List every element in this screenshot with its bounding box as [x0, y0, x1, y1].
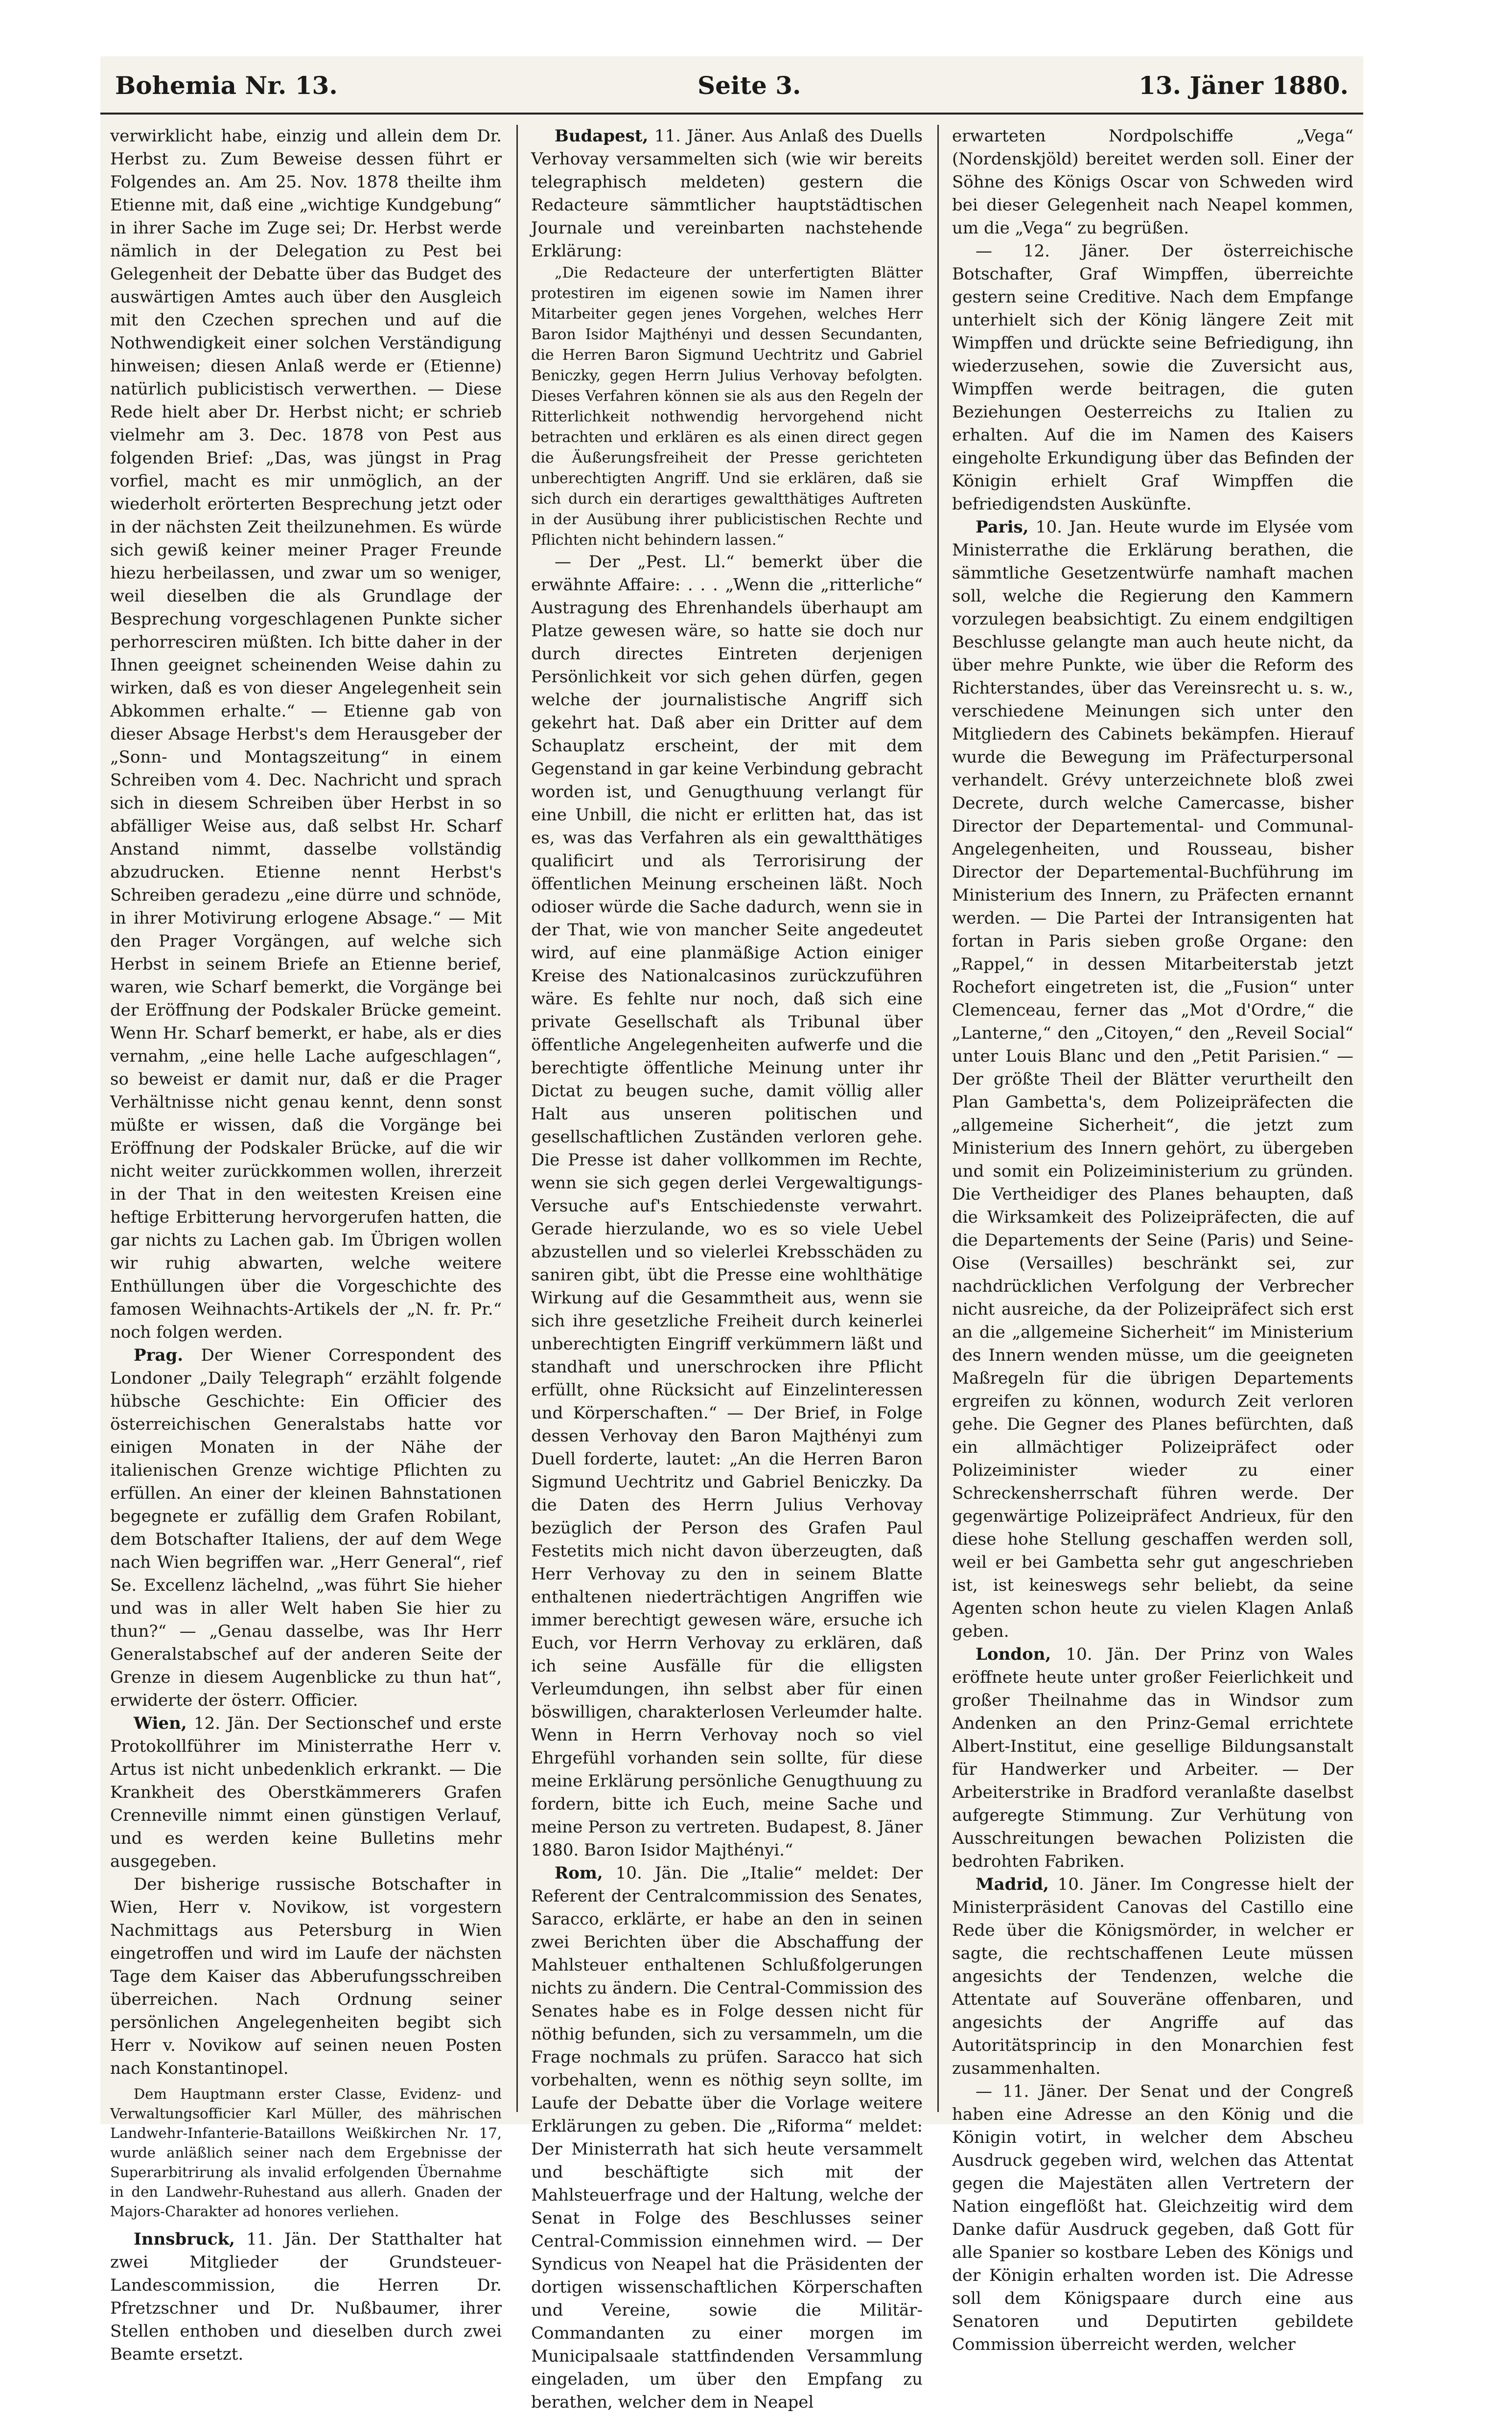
- paragraph-text: 10. Jän. Die „Italie“ meldet: Der Referent der Centralcommission des Senates, Saracco, erklärte, er habe an den in seinen zwei Berichten über die Abschaffung der Mahlsteuer enthaltenen Schlußfolgerungen nichts zu ändern. Die Central-Commission des Senates habe es in Folge dessen nicht für nöthig befunden, sich zu versammeln, um die Frage nochmals zu prüfen. Saracco hat sich vorbehalten, wenn es nöthig seyn sollte, im Laufe der Debatte über die Vorlage weitere Erklärungen zu geben. Die „Riforma“ meldet: Der Ministerrath hat sich heute versammelt und beschäftigte sich mit der Mahlsteuerfrage und der Haltung, welche der Senat in Folge des Beschlusses seiner Central-Commission einnehmen wird. — Der Syndicus von Neapel hat die Präsidenten der dortigen wissenschaftlichen Körperschaften und Vereine, sowie die Militär-Commandanten zu einer morgen im Municipalsaale stattfindenden Versammlung eingeladen, um über den Empfang zu berathen, welcher dem in Neapel: [531, 1863, 923, 2412]
- article-paragraph: [110, 1873, 502, 2080]
- dateline-place: Paris,: [976, 517, 1029, 537]
- header-masthead: Bohemia Nr. 13.: [115, 71, 338, 100]
- dateline-place: Madrid,: [976, 1875, 1049, 1894]
- paragraph-text: — 11. Jäner. Der Senat und der Congreß haben eine Adresse an den König und die Königin votirt, in welcher dem Abscheu Ausdruck gegeben wird, welchen das Attentat gegen die Majestäten allen Vertretern der Nation eingeflößt hat. Gleichzeitig wird dem Danke dafür Ausdruck gegeben, daß Gott für alle Spanier so kostbare Leben des Königs und der Königin erhalten worden ist. Die Adresse soll dem Königspaare durch eine aus Senatoren und Deputirten gebildete Commission überreicht werden, welcher: [952, 2082, 1353, 2354]
- article-paragraph: [952, 125, 1353, 240]
- dateline-place: Innsbruck,: [134, 2229, 235, 2249]
- dateline-place: Rom,: [555, 1863, 603, 1883]
- paragraph-text: „Die Redacteure der unterfertigten Blätter protestiren im eigenen sowie im Namen ihrer Mitarbeiter gegen jenes Vorgehen, welches Herr Baron Isidor Majthényi und dessen Secundanten, die Herren Baron Sigmund Uechtritz und Gabriel Beniczky, gegen Herrn Julius Verhovay befolgten. Dieses Verfahren können sie als aus den Regeln der Ritterlichkeit nothwendig hervorgehend nicht betrachten und erklären es als einen direct gegen die Äußerungsfreiheit der Presse gerichteten unberechtigten Angriff. Und sie erklären, daß sie sich durch ein derartiges gewaltthätiges Auftreten in der Ausübung ihrer publicistischen Rechte und Pflichten nicht behindern lassen.“: [531, 264, 923, 549]
- paragraph-text: verwirklicht habe, einzig und allein dem Dr. Herbst zu. Zum Beweise dessen führt er Folgendes an. Am 25. Nov. 1878 theilte ihm Etienne mit, daß eine „wichtige Kundgebung“ in ihrer Sache im Zuge sei; Dr. Herbst werde nämlich in der Delegation zu Pest bei Gelegenheit der Debatte über das Budget des auswärtigen Amtes auch über den Ausgleich mit den Czechen sprechen und auf die Nothwendigkeit einer solchen Verständigung hinweisen; diesen Anlaß werde er (Etienne) natürlich publicistisch verwerthen. — Diese Rede hielt aber Dr. Herbst nicht; er schrieb vielmehr am 3. Dec. 1878 von Pest aus folgenden Brief: „Das, was jüngst in Prag vorfiel, macht es mir unmöglich, an der wiederholt erörterten Besprechung jetzt oder in der nächsten Zeit theilzunehmen. Es würde sich gewiß keiner meiner Prager Freunde hiezu herbeilassen, und zwar um so weniger, weil dieselben die als Grundlage der Besprechung vorgeschlagenen Punkte sicher perhorresciren müßten. Ich bitte daher in der Ihnen geeignet scheinenden Weise dahin zu wirken, daß es von dieser Angelegenheit sein Abkommen erhalte.“ — Etienne gab von dieser Absage Herbst's dem Herausgeber der „Sonn- und Montagszeitung“ in einem Schreiben vom 4. Dec. Nachricht und sprach sich in diesem Schreiben über Herbst in so abfälliger Weise aus, daß selbst Hr. Scharf Anstand nimmt, dasselbe vollständig abzudrucken. Etienne nennt Herbst's Schreiben geradezu „eine dürre und schnöde, in ihrer Motivirung erlogene Absage.“ — Mit den Prager Vorgängen, auf welche sich Herbst in seinem Briefe an Etienne berief, waren, wie Scharf bemerkt, die Vorgänge bei der Eröffnung der Podskaler Brücke gemeint. Wenn Hr. Scharf bemerkt, er habe, als er dies vernahm, „eine helle Lache aufgeschlagen“, so beweist er damit nur, daß er die Prager Verhältnisse nicht genau kennt, denn sonst müßte er wissen, daß die Vorgänge bei Eröffnung der Podskaler Brücke, auf die wir nicht weiter zurückkommen wollen, ihrerzeit in der That in den weitesten Kreisen eine heftige Erbitterung hervorgerufen hatten, die gar nichts zu Lachen gab. Im Übrigen wollen wir ruhig abwarten, welche weitere Enthüllungen über die Vorgeschichte des famosen Weihnachts-Artikels der „N. fr. Pr.“ noch folgen werden.: [110, 126, 502, 1342]
- column-divider-2: [937, 125, 939, 2112]
- paragraph-text: — 12. Jäner. Der österreichische Botschafter, Graf Wimpffen, überreichte gestern seine Creditive. Nach dem Empfange unterhielt sich der König längere Zeit mit Wimpffen und drückte seine Befriedigung, ihn wiederzusehen, sowie die Zuversicht aus, Wimpffen werde beitragen, die guten Beziehungen Oesterreichs zu Italien zu erhalten. Auf die im Namen des Kaisers eingeholte Erkundigung über das Befinden der Königin erhielt Graf Wimpffen die befriedigendsten Auskünfte.: [952, 241, 1353, 514]
- article-paragraph: [952, 1873, 1353, 2080]
- article-paragraph: [531, 551, 923, 1862]
- header-page-number: Seite 3.: [698, 71, 801, 100]
- paragraph-text: 12. Jän. Der Sectionschef und erste Protokollführer im Ministerrathe Herr v. Artus ist nicht unbedenklich erkrankt. — Die Krankheit des Oberstkämmerers Grafen Crenneville nimmt einen günstigen Verlauf, und es werden keine Bulletins mehr ausgegeben.: [110, 1714, 502, 1871]
- newspaper-page: [100, 56, 1363, 2412]
- paragraph-text: Der Wiener Correspondent des Londoner „Daily Telegraph“ erzählt folgende hübsche Geschichte: Ein Officier des österreichischen Generalstabs hatte vor einigen Monaten in der Nähe der italienischen Grenze wichtige Pflichten zu erfüllen. An einer der kleinen Bahnstationen begegnete er zufällig dem Grafen Robilant, dem Botschafter Italiens, der auf dem Wege nach Wien begriffen war. „Herr General“, rief Se. Excellenz lächelnd, „was führt Sie hieher und was in aller Welt haben Sie hier zu thun?“ — „Genau dasselbe, was Ihr Herr Generalstabschef auf der anderen Seite der Grenze in diesem Augenblicke zu thun hat“, erwiderte der österr. Officier.: [110, 1346, 502, 1710]
- paragraph-text: 11. Jän. Der Statthalter hat zwei Mitglieder der Grundsteuer-Landescommission, die Herren Dr. Pfretzschner und Dr. Nußbaumer, ihrer Stellen enthoben und dieselben durch zwei Beamte ersetzt.: [110, 2229, 502, 2364]
- official-notice: Dem Hauptmann erster Classe, Evidenz- und Verwaltungsofficier Karl Müller, des mährischen Landwehr-Infanterie-Bataillons Weißkirchen Nr. 17, wurde anläßlich seiner nach dem Ergebnisse der Superarbitrirung als invalid erfolgenden Übernahme in den Landwehr-Ruhestand aus allerh. Gnaden der Majors-Charakter ad honores verliehen.: [110, 2086, 502, 2220]
- dateline-place: Prag.: [134, 1346, 184, 1365]
- dateline-place: Wien,: [134, 1714, 187, 1733]
- column-divider-1: [516, 125, 518, 2112]
- article-paragraph: [110, 125, 502, 1344]
- article-paragraph: [531, 125, 923, 263]
- dateline-place: Budapest,: [555, 126, 649, 146]
- article-paragraph: [110, 1344, 502, 1712]
- paragraph-text: 10. Jäner. Im Congresse hielt der Ministerpräsident Canovas del Castillo eine Rede über die Königsmörder, in welcher er sagte, die rechtschaffenen Leute müssen angesichts der Tendenzen, welche die Attentate auf Souveräne offenbaren, und angesichts der Angriffe auf das Autoritätsprincip in den Monarchien fest zusammenhalten.: [952, 1875, 1353, 2078]
- header-rule: [100, 113, 1363, 115]
- paragraph-text: Der bisherige russische Botschafter in Wien, Herr v. Novikow, ist vorgestern Nachmittags aus Petersburg in Wien eingetroffen und wird im Laufe der nächsten Tage dem Kaiser das Abberufungsschreiben überreichen. Nach Ordnung seiner persönlichen Angelegenheiten begibt sich Herr v. Novikow auf seinen neuen Posten nach Konstantinopel.: [110, 1875, 502, 2078]
- article-paragraph: [531, 1862, 923, 2414]
- page-header: [100, 61, 1363, 110]
- paragraph-text: 10. Jan. Heute wurde im Elysée vom Ministerrathe die Erklärung berathen, die sämmtliche Gesetzentwürfe namhaft machen soll, welche die Regierung den Kammern vorzulegen beabsichtigt. Zu einem endgiltigen Beschlusse gelangte man auch heute nicht, da über mehre Punkte, wie über die Reform des Richterstandes, über das Vereinsrecht u. s. w., verschiedene Meinungen sich unter den Mitgliedern des Cabinets bekämpfen. Hierauf wurde die Bewegung im Präfecturpersonal verhandelt. Grévy unterzeichnete bloß zwei Decrete, durch welche Camercasse, bisher Director der Departemental- und Communal-Angelegenheiten, und Rousseau, bisher Director der Departemental-Buchführung im Ministerium des Innern, zu Präfecten ernannt werden. — Die Partei der Intransigenten hat fortan in Paris sieben große Organe: den „Rappel,“ in dessen Mitarbeiterstab jetzt Rochefort eingetreten ist, die „Fusion“ unter Clemenceau, ferner das „Mot d'Ordre,“ die „Lanterne,“ den „Citoyen,“ den „Reveil Social“ unter Louis Blanc und den „Petit Parisien.“ — Der größte Theil der Blätter verurtheilt den Plan Gambetta's, dem Polizeipräfecten die „allgemeine Sicherheit“, die jetzt zum Ministerium des Innern gehört, zu übergeben und somit ein Polizeiministerium zu gründen. Die Vertheidiger des Planes behaupten, daß die Wirksamkeit des Polizeipräfecten, die auf die Departements der Seine (Paris) und Seine-Oise (Versailles) beschränkt sei, zur nachdrücklichen Verfolgung der Verbrecher nicht ausreiche, da der Polizeipräfect sich erst an die „allgemeine Sicherheit“ im Ministerium des Innern wenden müsse, um die geeigneten Maßregeln für die übrigen Departements ergreifen zu können, wodurch Zeit verloren gehe. Die Gegner des Planes befürchten, daß ein allmächtiger Polizeipräfect oder Polizeiminister wieder zu einer Schreckensherrschaft führen werde. Der gegenwärtige Polizeipräfect Andrieux, für den diese hohe Stellung geschaffen werden soll, weil er bei Gambetta sehr gut angeschrieben ist, ist keineswegs sehr beliebt, da seine Agenten schon heute zu vielen Klagen Anlaß geben.: [952, 517, 1353, 1641]
- article-paragraph: [952, 2080, 1353, 2356]
- column-2: [531, 125, 923, 2412]
- dateline-place: London,: [976, 1645, 1051, 1664]
- paragraph-text: erwarteten Nordpolschiffe „Vega“ (Nordenskjöld) bereitet werden soll. Einer der Söhne des Königs Oscar von Schweden wird bei dieser Gelegenheit nach Neapel kommen, um die „Vega“ zu begrüßen.: [952, 126, 1353, 238]
- article-paragraph: [110, 1712, 502, 1873]
- header-date: 13. Jäner 1880.: [1139, 71, 1349, 100]
- paragraph-text: 11. Jäner. Aus Anlaß des Duells Verhovay versammelten sich (wie wir bereits telegraphisch meldeten) gestern die Redacteure sämmtlicher hauptstädtischen Journale und vereinbarten nachstehende Erklärung:: [531, 126, 923, 261]
- article-paragraph: [531, 263, 923, 551]
- article-paragraph: [952, 1643, 1353, 1873]
- article-paragraph: [952, 516, 1353, 1643]
- article-paragraph: [110, 2228, 502, 2366]
- article-paragraph: [952, 240, 1353, 516]
- paragraph-text: 10. Jän. Der Prinz von Wales eröffnete heute unter großer Feierlichkeit und großer Theilnahme das in Windsor zum Andenken an den Prinz-Gemal errichtete Albert-Institut, eine gesellige Bildungsanstalt für Handwerker und Arbeiter. — Der Arbeiterstrike in Bradford veranlaßte daselbst aufgeregte Stimmung. Zur Verhütung von Ausschreitungen bewachen Polizisten die bedrohten Fabriken.: [952, 1645, 1353, 1871]
- column-3: [952, 125, 1353, 2354]
- column-1: [110, 125, 502, 2364]
- paragraph-text: — Der „Pest. Ll.“ bemerkt über die erwähnte Affaire: . . . „Wenn die „ritterliche“ Austragung des Ehrenhandels überhaupt am Platze gewesen wäre, so hatte sie doch nur durch directes Eintreten derjenigen Persönlichkeit vor sich gehen dürfen, gegen welche der journalistische Angriff sich gekehrt hat. Daß aber ein Dritter auf dem Schauplatz erscheint, der mit dem Gegenstand in gar keine Verbindung gebracht worden ist, und Genugthuung verlangt für eine Unbill, die nicht er erlitten hat, das ist es, was das Verfahren als ein gewaltthätiges qualificirt und als Terrorisirung der öffentlichen Meinung erscheinen läßt. Noch odioser würde die Sache dadurch, wenn sie in der That, wie von mancher Seite angedeutet wird, auf eine planmäßige Action einiger Kreise des Nationalcasinos zurückzuführen wäre. Es fehlte nur noch, daß sich eine private Gesellschaft als Tribunal über öffentliche Angelegenheiten aufwerfe und die berechtigte öffentliche Meinung unter ihr Dictat zu beugen suche, damit völlig aller Halt aus unseren politischen und gesellschaftlichen Zuständen verloren gehe. Die Presse ist daher vollkommen im Rechte, wenn sie sich gegen derlei Vergewaltigungs-Versuche auf's Entschiedenste verwahrt. Gerade hierzulande, wo es so viele Uebel abzustellen und so vielerlei Krebsschäden zu saniren gibt, übt die Presse eine wohlthätige Wirkung auf die Gesammtheit aus, wenn sie sich ihre gesetzliche Freiheit durch keinerlei unberechtigten Eingriff verkümmern läßt und standhaft und unerschrocken ihre Pflicht erfüllt, ohne Rücksicht auf Einzelinteressen und Körperschaften.“ — Der Brief, in Folge dessen Verhovay den Baron Majthényi zum Duell forderte, lautet: „An die Herren Baron Sigmund Uechtritz und Gabriel Beniczky. Da die Daten des Herrn Julius Verhovay bezüglich der Person des Grafen Paul Festetits mich nicht davon überzeugten, daß Herr Verhovay zu den in seinem Blatte enthaltenen niederträchtigen Angriffen wie immer berechtigt gewesen wäre, ersuche ich Euch, vor Herrn Verhovay zu erklären, daß ich seine Ausfälle für die elligsten Verleumdungen, ihn selbst aber für einen böswilligen, charakterlosen Verleumder halte. Wenn in Herrn Verhovay noch so viel Ehrgefühl vorhanden sein sollte, für diese meine Erklärung persönliche Genugthuung zu fordern, bitte ich Euch, meine Sache und meine Person zu vertreten. Budapest, 8. Jäner 1880. Baron Isidor Majthényi.“: [531, 552, 923, 1860]
